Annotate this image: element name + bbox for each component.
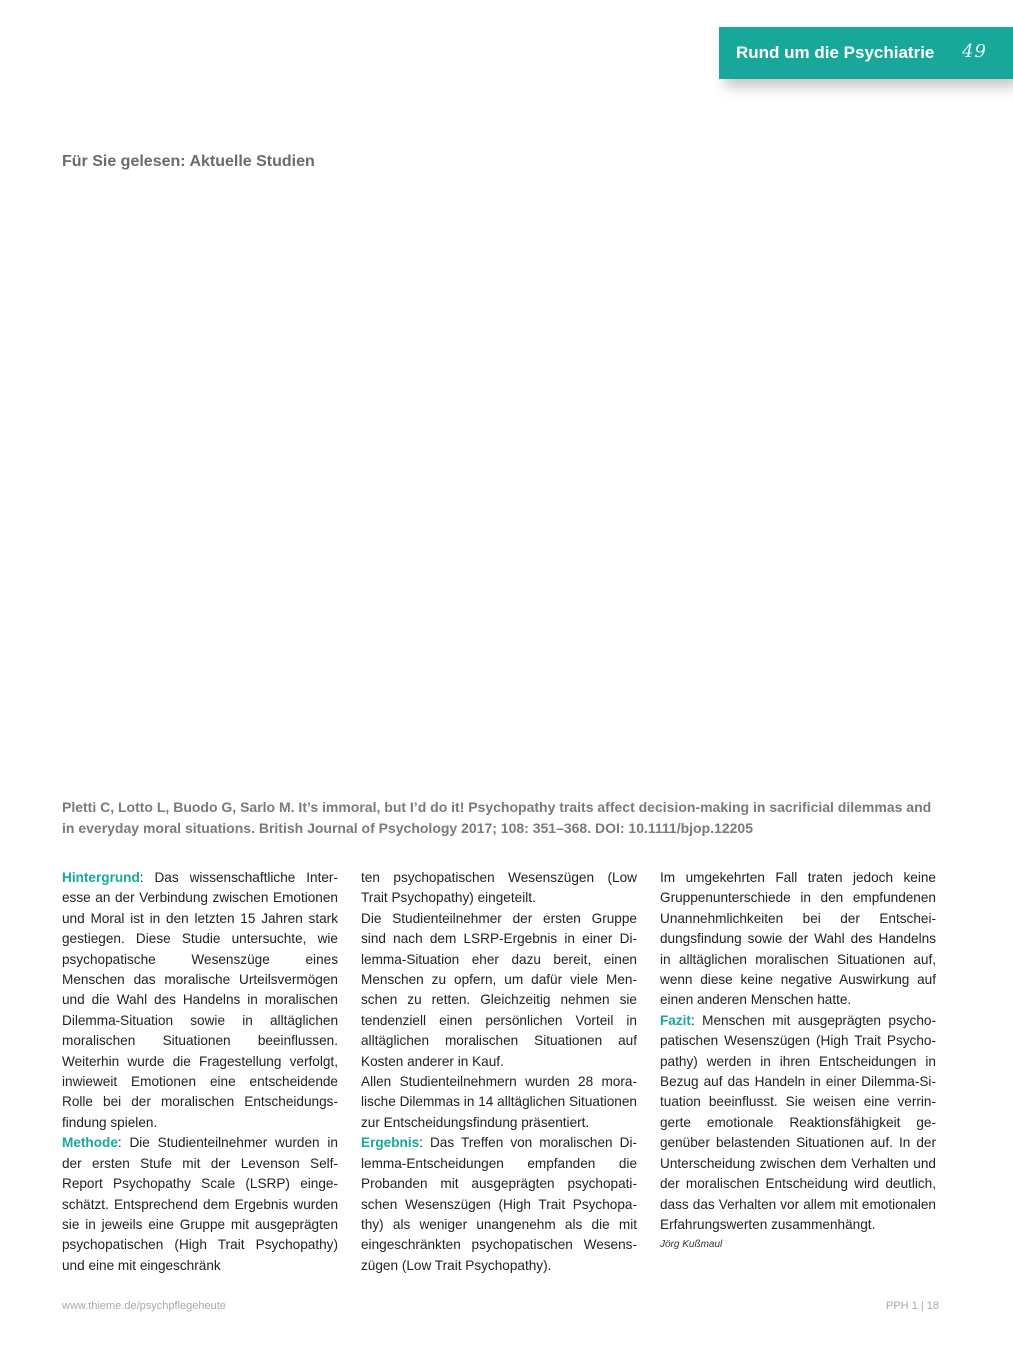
label-methode: Methode [62,1135,118,1151]
text-column-2 [361,868,637,1276]
label-fazit: Fazit [660,1012,691,1028]
paragraph-methode [62,1133,338,1276]
text-column-1 [62,868,338,1276]
paragraph-hintergrund [62,868,338,1133]
page-number: 49 [962,41,987,62]
text-hintergrund: : Das wissenschaftliche Interesse an der Verbindung zwischen Emotionen und Moral ist in den letzten 15 Jahren stark gestiegen. Diese Studie untersuchte, wie psychopatische Wesenszüge eines Menschen das moralische Urteilsvermögen und die Wahl des Handelns in moralischen Dilemma-Situation sowie in alltäglichen moralischen Situationen beeinflussen. Weiterhin wurde die Fragestellung verfolgt, inwieweit Emotionen eine entscheidende Rolle bei der moralischen Entscheidungsfindung spielen. [62,870,338,1130]
text-fazit: : Menschen mit ausgeprägten psychopatischen Wesenszügen (High Trait Psychopathy) werden in ihren Entscheidungen in Bezug auf das Handeln in einer Dilemma-Situation beeinflusst. Sie weisen eine verringerte emotionale Reaktionsfähigkeit gegenüber belastenden Situationen auf. In der Unterscheidung zwischen dem Verhalten und der moralischen Entscheidung wird deutlich, dass das Verhalten vor allem mit emotionalen Erfahrungswerten zusammenhängt. [660,1012,936,1232]
label-ergebnis: Ergebnis [361,1135,420,1151]
paragraph-lsrp: Die Studienteilnehmer der ersten Gruppe sind nach dem LSRP-Ergebnis in einer Dilemma-Situation eher dazu bereit, einen Menschen zu opfern, um dafür viele Menschen zu retten. Gleichzeitig nehmen sie tendenziell einen persönlichen Vorteil in alltäglichen moralischen Situationen auf Kosten anderer in Kauf. [361,910,637,1069]
section-title: Für Sie gelesen: Aktuelle Studien [62,153,315,170]
text-methode: : Die Studienteilnehmer wurden in der ersten Stufe mit der Levenson Self-Report Psychopathy Scale (LSRP) eingeschätzt. Entsprechend dem Ergebnis wurden sie in jeweils eine Gruppe mit ausgeprägten psychopatischen (High Trait Psychopathy) und eine mit eingeschränk [62,1135,338,1273]
footer-url: www.thieme.de/psychpflegeheute [62,1300,226,1312]
paragraph-ergebnis [361,1133,637,1276]
paragraph-fazit [660,1011,936,1235]
paragraph-methode-cont: ten psychopatischen Wesenszügen (Low Trait Psychopathy) eingeteilt. [361,870,637,906]
author-name: Jörg Kußmaul [660,1239,723,1251]
footer-issue: PPH 1 | 18 [886,1300,939,1312]
section-header-title: Rund um die Psychiatrie [736,43,935,62]
text-column-3 [660,868,936,1256]
text-ergebnis: : Das Treffen von moralischen Dilemma-Entscheidungen empfanden die Probanden mit ausgeprägten psychopatischen Wesenszügen (High Trait Psychopathy) als weniger unangenehm als die mit eingeschränkten psychopatischen Wesenszügen (Low Trait Psychopathy). [361,1135,637,1273]
section-header-tab [719,27,1013,79]
label-hintergrund: Hintergrund [62,870,140,885]
study-citation: Pletti C, Lotto L, Buodo G, Sarlo M. It’s immoral, but I’d do it! Psychopathy traits affect decision-making in sacrificial dilemmas and in everyday moral situations. British Journal of Psychology 2017; 108: 351–368. DOI: 10.1111/bjop.12205 [62,799,932,836]
paragraph-ergebnis-cont: Im umgekehrten Fall traten jedoch keine Gruppenunterschiede in den empfundenen Unannehmlichkeiten bei der Entscheidungsfindung sowie der Wahl des Handelns in alltäglichen moralischen Situationen auf, wenn diese keine negative Auswirkung auf einen anderen Menschen hatte. [660,870,936,1008]
paragraph-dilemmas: Allen Studienteilnehmern wurden 28 moralische Dilemmas in 14 alltäglichen Situationen zur Entscheidungsfindung präsentiert. [361,1074,637,1130]
